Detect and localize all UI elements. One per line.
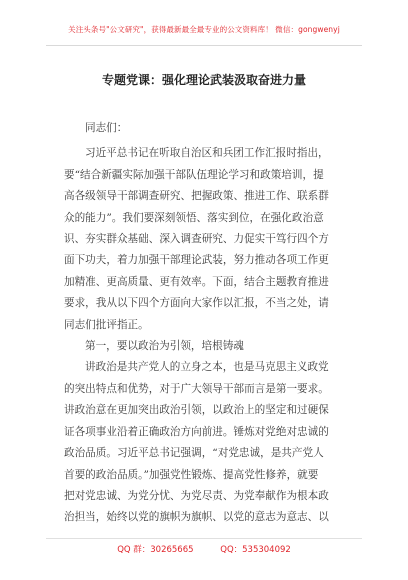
paragraph-line: 政治品质。习近平总书记强调，“对党忠诚，是共产党人 — [64, 447, 324, 460]
paragraph-line: 讲政治是共产党人的立身之本，也是马克思主义政党 — [85, 361, 329, 374]
section-heading: 第一，要以政治为引领，培根铸魂 — [85, 340, 244, 353]
paragraph-line: 讲政治意在更加突出政治引领，以政治上的坚定和过硬保 — [64, 404, 329, 417]
paragraph-line: 习近平总书记在听取自治区和兵团工作汇报时指出， — [85, 147, 329, 160]
paragraph-line: 面下功夫，着力加强干部理论武装，努力推动各项工作更 — [64, 254, 329, 267]
paragraph-line: 把对党忠诚、为党分忧、为党尽责、为党奉献作为根本政 — [64, 489, 329, 502]
paragraph-line: 治担当，始终以党的旗帜为旗帜、以党的意志为意志、以 — [64, 511, 329, 524]
paragraph-line: 众的能力”。我们要深刻领悟、落实到位，在强化政治意 — [64, 211, 324, 224]
header-divider — [46, 45, 362, 46]
paragraph-line: 的突出特点和优势，对于广大领导干部而言是第一要求。 — [64, 382, 329, 395]
paragraph-line: 要求，我从以下四个方面向大家作以汇报，不当之处，请 — [64, 297, 329, 310]
paragraph-line: 识、夯实群众基础、深入调查研究、力促实干笃行四个方 — [64, 233, 329, 246]
paragraph-line: 同志们批评指正。 — [64, 318, 149, 331]
greeting: 同志们： — [85, 122, 128, 134]
document-body — [64, 118, 354, 529]
paragraph-line: 高各级领导干部调查研究、把握政策、推进工作、联系群 — [64, 190, 329, 203]
paragraph-line: 加精准、更高质量、更有效率。下面，结合主题教育推进 — [64, 275, 329, 288]
footer-qq-group: QQ 群：30265665 — [117, 545, 194, 555]
header-note: 关注头条号"公文研究"，获得最新最全最专业的公文资料库！ 微信：gongwenyj — [68, 25, 340, 34]
footer-divider — [46, 538, 362, 539]
paragraph-line: 首要的政治品质。”加强党性锻炼、提高党性修养，就要 — [64, 468, 319, 481]
paragraph-line: 要“结合新疆实际加强干部队伍理论学习和政策培训，提 — [64, 168, 324, 181]
document-title: 专题党课：强化理论武装汲取奋进力量 — [101, 73, 306, 87]
footer — [0, 543, 408, 555]
paragraph-line: 证各项事业沿着正确政治方向前进。锤炼对党绝对忠诚的 — [64, 425, 329, 438]
footer-qq: QQ：535304092 — [220, 545, 291, 555]
